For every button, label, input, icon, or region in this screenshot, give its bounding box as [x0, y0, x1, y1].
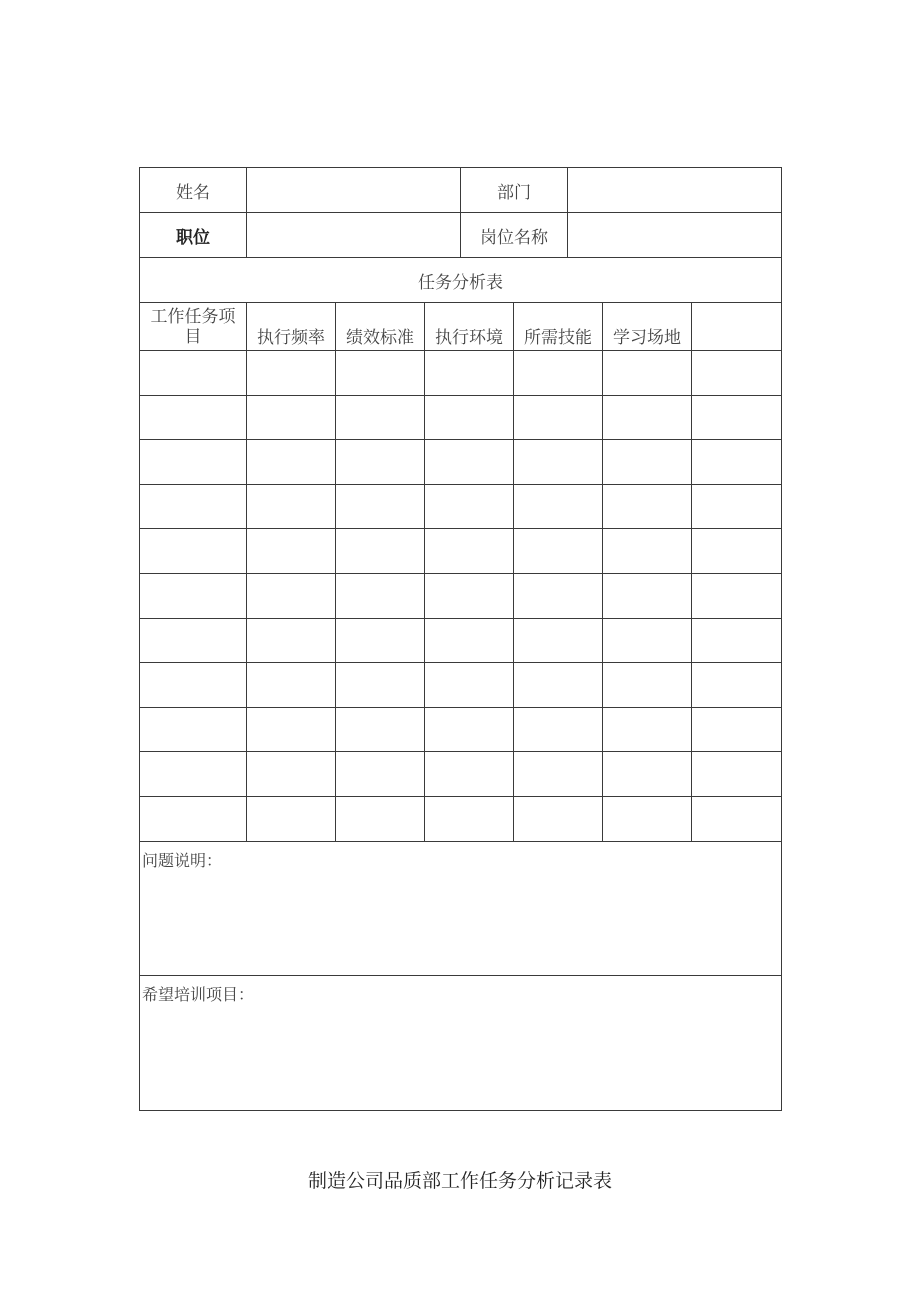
- table-cell[interactable]: [603, 797, 692, 841]
- problem-section[interactable]: [140, 842, 781, 976]
- task-analysis-form: [139, 167, 782, 1111]
- table-cell[interactable]: [603, 485, 692, 529]
- dept-label: 部门: [461, 168, 568, 212]
- column-header-text: 目: [184, 326, 202, 347]
- table-cell[interactable]: [603, 663, 692, 707]
- table-cell[interactable]: [692, 574, 781, 618]
- table-row: [140, 440, 781, 485]
- table-cell[interactable]: [692, 440, 781, 484]
- table-row: [140, 574, 781, 619]
- training-section[interactable]: [140, 976, 781, 1110]
- table-cell[interactable]: [603, 440, 692, 484]
- table-row: [140, 752, 781, 797]
- table-cell[interactable]: [692, 485, 781, 529]
- table-cell[interactable]: [603, 708, 692, 752]
- table-cell[interactable]: [247, 440, 336, 484]
- table-cell[interactable]: [425, 351, 514, 395]
- column-header: 执行环境: [425, 303, 514, 350]
- problem-label: 问题说明：: [142, 851, 223, 870]
- table-cell[interactable]: [336, 752, 425, 796]
- table-row: [140, 797, 781, 842]
- column-header: 所需技能: [514, 303, 603, 350]
- document-title: 制造公司品质部工作任务分析记录表: [307, 1170, 612, 1192]
- table-cell[interactable]: [425, 619, 514, 663]
- table-cell[interactable]: [514, 351, 603, 395]
- post-name-label: 岗位名称: [461, 213, 568, 257]
- table-cell[interactable]: [692, 396, 781, 440]
- table-cell[interactable]: [425, 440, 514, 484]
- table-cell[interactable]: [514, 797, 603, 841]
- name-label: 姓名: [140, 168, 247, 212]
- table-cell[interactable]: [692, 663, 781, 707]
- table-row: [140, 396, 781, 441]
- column-header: [692, 303, 781, 350]
- table-cell[interactable]: [336, 574, 425, 618]
- position-field[interactable]: [247, 213, 461, 257]
- table-cell[interactable]: [514, 619, 603, 663]
- table-cell[interactable]: [140, 708, 247, 752]
- table-cell[interactable]: [140, 574, 247, 618]
- table-cell[interactable]: [140, 351, 247, 395]
- column-header-text: 工作任务项: [150, 306, 236, 327]
- table-cell[interactable]: [247, 485, 336, 529]
- table-cell[interactable]: [336, 485, 425, 529]
- table-row: [140, 351, 781, 396]
- column-header-row: [140, 303, 781, 351]
- table-cell[interactable]: [425, 529, 514, 573]
- table-cell[interactable]: [603, 396, 692, 440]
- column-header: 绩效标准: [336, 303, 425, 350]
- table-cell[interactable]: [692, 797, 781, 841]
- table-cell[interactable]: [140, 752, 247, 796]
- table-cell[interactable]: [336, 797, 425, 841]
- section-title: 任务分析表: [140, 258, 781, 303]
- table-cell[interactable]: [603, 529, 692, 573]
- table-cell[interactable]: [514, 663, 603, 707]
- table-cell[interactable]: [692, 619, 781, 663]
- table-cell[interactable]: [140, 440, 247, 484]
- table-cell[interactable]: [425, 663, 514, 707]
- training-label: 希望培训项目：: [142, 985, 255, 1004]
- table-cell[interactable]: [247, 396, 336, 440]
- table-cell[interactable]: [247, 663, 336, 707]
- table-cell[interactable]: [425, 574, 514, 618]
- table-cell[interactable]: [336, 708, 425, 752]
- table-cell[interactable]: [603, 619, 692, 663]
- column-header: 学习场地: [603, 303, 692, 350]
- table-cell[interactable]: [140, 663, 247, 707]
- table-cell[interactable]: [336, 663, 425, 707]
- table-cell[interactable]: [603, 351, 692, 395]
- table-row: [140, 663, 781, 708]
- table-cell[interactable]: [514, 574, 603, 618]
- table-cell[interactable]: [425, 396, 514, 440]
- table-cell[interactable]: [336, 619, 425, 663]
- table-cell[interactable]: [247, 619, 336, 663]
- table-cell[interactable]: [247, 708, 336, 752]
- name-field[interactable]: [247, 168, 461, 212]
- table-cell[interactable]: [140, 619, 247, 663]
- table-cell[interactable]: [425, 752, 514, 796]
- table-cell[interactable]: [247, 529, 336, 573]
- post-name-field[interactable]: [568, 213, 781, 257]
- info-row-2: [140, 213, 781, 258]
- position-label: 职位: [140, 213, 247, 257]
- table-cell[interactable]: [140, 485, 247, 529]
- table-cell[interactable]: [692, 752, 781, 796]
- table-row: [140, 529, 781, 574]
- table-cell[interactable]: [603, 752, 692, 796]
- table-cell[interactable]: [514, 752, 603, 796]
- info-row-1: [140, 168, 781, 213]
- table-cell[interactable]: [425, 708, 514, 752]
- table-cell[interactable]: [425, 485, 514, 529]
- table-cell[interactable]: [692, 529, 781, 573]
- table-cell[interactable]: [336, 440, 425, 484]
- table-cell[interactable]: [247, 351, 336, 395]
- column-header: [140, 303, 247, 350]
- table-cell[interactable]: [140, 797, 247, 841]
- table-cell[interactable]: [692, 351, 781, 395]
- table-cell[interactable]: [514, 440, 603, 484]
- table-cell[interactable]: [140, 396, 247, 440]
- table-cell[interactable]: [336, 396, 425, 440]
- table-cell[interactable]: [514, 485, 603, 529]
- table-cell[interactable]: [336, 529, 425, 573]
- table-cell[interactable]: [514, 529, 603, 573]
- table-cell[interactable]: [247, 574, 336, 618]
- table-cell[interactable]: [336, 351, 425, 395]
- table-cell[interactable]: [603, 574, 692, 618]
- table-cell[interactable]: [247, 752, 336, 796]
- column-header: 执行频率: [247, 303, 336, 350]
- table-row: [140, 708, 781, 753]
- table-cell[interactable]: [514, 396, 603, 440]
- table-cell[interactable]: [140, 529, 247, 573]
- table-row: [140, 485, 781, 530]
- table-cell[interactable]: [514, 708, 603, 752]
- dept-field[interactable]: [568, 168, 781, 212]
- table-row: [140, 619, 781, 664]
- table-cell[interactable]: [247, 797, 336, 841]
- table-cell[interactable]: [692, 708, 781, 752]
- table-cell[interactable]: [425, 797, 514, 841]
